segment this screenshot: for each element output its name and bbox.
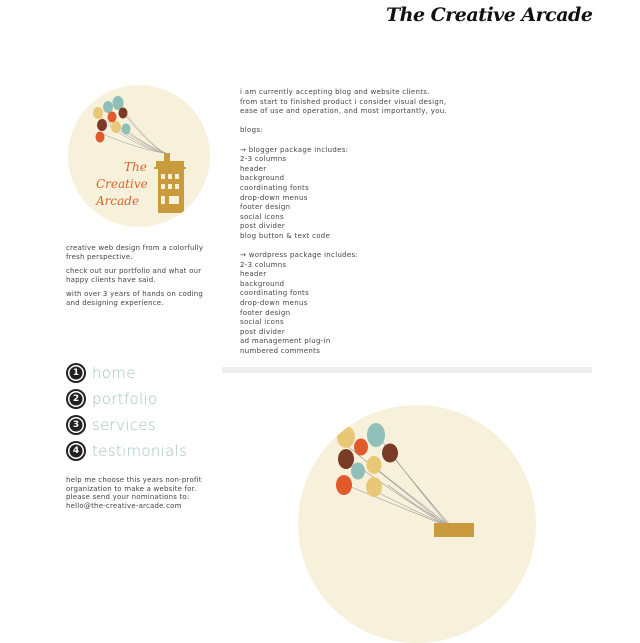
nav-home-label[interactable]: home: [92, 364, 136, 382]
list-item: background: [240, 279, 285, 288]
list-item: footer design: [240, 203, 291, 212]
list-item: drop-down menus: [240, 193, 308, 202]
logo-line-1: The: [124, 160, 147, 174]
wordpress-heading: → wordpress package includes:: [240, 251, 359, 260]
nominations-text: help me choose this years non-profit organization to make a website for. please send your nominations to: hello@the-creative-arcade.com: [66, 476, 202, 510]
blogger-heading: → blogger package includes:: [240, 145, 349, 154]
list-item: post divider: [240, 222, 286, 231]
nav-portfolio-label[interactable]: portfolio: [92, 390, 158, 408]
logo[interactable]: [68, 85, 210, 227]
section-divider: [222, 367, 592, 373]
number-4-icon: 4: [68, 443, 84, 459]
number-1-icon: 1: [68, 365, 84, 381]
list-item: footer design: [240, 308, 291, 317]
sidebar-experience: with over 3 years of hands on coding and designing experience.: [66, 290, 204, 307]
list-item: 2-3 columns: [240, 260, 287, 269]
list-item: background: [240, 174, 285, 183]
list-item: coordinating fonts: [240, 289, 310, 298]
list-item: numbered comments: [240, 347, 321, 356]
logo-line-2: Creative: [96, 177, 148, 191]
main-navigation: [68, 360, 187, 464]
blogs-heading: blogs:: [240, 126, 263, 135]
list-item: social icons: [240, 212, 284, 221]
nav-portfolio[interactable]: [68, 386, 187, 412]
intro-line: i am currently accepting blog and website clients.: [240, 88, 430, 96]
list-item: 2-3 columns: [240, 155, 287, 164]
nav-testimonials[interactable]: [68, 438, 187, 464]
sidebar-portfolio-note: check out our portfolio and what our happy clients have said.: [66, 267, 202, 284]
large-logo-image: [298, 405, 536, 643]
list-item: blog button & text code: [240, 231, 331, 240]
list-item: social icons: [240, 318, 284, 327]
logo-text: [96, 159, 148, 210]
list-item: post divider: [240, 327, 286, 336]
logo-line-3: Arcade: [96, 194, 140, 208]
nav-home[interactable]: [68, 360, 187, 386]
list-item: ad management plug-in: [240, 337, 331, 346]
sidebar-description: [66, 244, 206, 313]
list-item: drop-down menus: [240, 299, 308, 308]
list-item: coordinating fonts: [240, 183, 310, 192]
list-item: header: [240, 164, 267, 173]
sidebar-nominations: [66, 476, 206, 516]
list-item: header: [240, 270, 267, 279]
nav-testimonials-label[interactable]: testimonials: [92, 442, 188, 460]
intro-line: ease of use and operation, and most importantly, you.: [240, 107, 448, 116]
number-2-icon: 2: [68, 391, 84, 407]
services-content: [240, 88, 600, 357]
site-title[interactable]: The Creative Arcade: [386, 4, 593, 26]
number-3-icon: 3: [68, 417, 84, 433]
balloon-house-illustration-icon: [298, 405, 536, 643]
intro-line: from start to finished product i consider visual design,: [240, 97, 447, 106]
sidebar-intro: creative web design from a colorfully fresh perspective.: [66, 244, 204, 261]
nav-services-label[interactable]: services: [92, 416, 156, 434]
nav-services[interactable]: [68, 412, 187, 438]
